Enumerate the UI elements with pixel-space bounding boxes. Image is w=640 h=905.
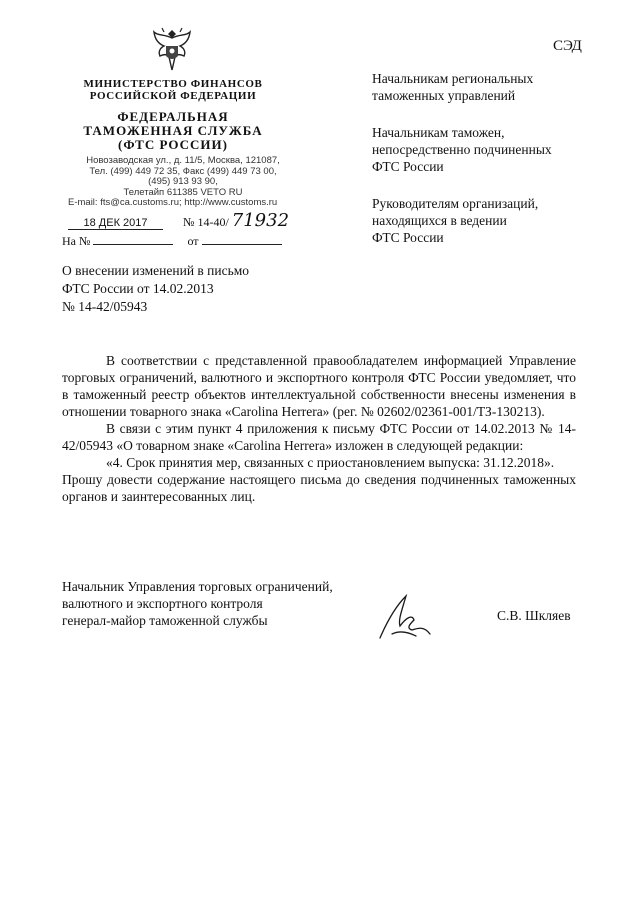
contact-email: E-mail: fts@ca.customs.ru; http://www.customs.ru <box>68 197 278 208</box>
contact-phone: Тел. (499) 449 72 35, Факс (499) 449 73 00, <box>89 165 277 177</box>
ministry-name <box>62 78 284 102</box>
addressee-line: находящихся в ведении <box>372 213 507 228</box>
addressee-line: Начальникам таможен, <box>372 125 505 140</box>
addressee-block <box>372 70 602 266</box>
addressee-line: ФТС России <box>372 230 444 245</box>
body-paragraph: Прошу довести содержание настоящего письма до сведения подчиненных таможенных органов и заинтересованных лиц. <box>62 472 576 504</box>
signer-title-line: валютного и экспортного контроля <box>62 596 263 611</box>
ministry-line: МИНИСТЕРСТВО ФИНАНСОВ <box>83 78 263 90</box>
letter-subject <box>62 262 249 316</box>
signer-title-line: генерал-майор таможенной службы <box>62 613 268 628</box>
body-paragraph: В соответствии с представленной правообладателем информацией Управление торговых ограничений, валютного и экспортного контроля ФТС России уведомляет, что в таможенный реестр объектов интеллектуальной собственности внесены изменения в отношении товарного знака «Carolina Herrera» (рег. № 02602/02361-001/ТЗ-130213). <box>62 353 576 419</box>
registration-number-handwritten: 71932 <box>231 210 290 231</box>
addressee-group <box>372 124 602 175</box>
coat-of-arms-emblem <box>150 24 194 74</box>
ministry-line: РОССИЙСКОЙ ФЕДЕРАЦИИ <box>89 90 257 102</box>
agency-name <box>62 110 284 152</box>
addressee-group <box>372 70 602 104</box>
signer-title-line: Начальник Управления торговых ограничений, <box>62 579 333 594</box>
subject-line: № 14-42/05943 <box>62 299 148 314</box>
body-paragraph: «4. Срок принятия мер, связанных с приостановлением выпуска: 31.12.2018». <box>106 455 555 470</box>
signer-name: С.В. Шкляев <box>497 608 571 623</box>
ot-label: от <box>187 234 199 248</box>
subject-line: О внесении изменений в письмо <box>62 263 250 278</box>
registration-date-stamp: 18 ДЕК 2017 <box>68 217 163 230</box>
sed-mark: СЭД <box>553 38 582 54</box>
addressee-line: Начальникам региональных <box>372 71 534 86</box>
signer-title <box>62 578 333 629</box>
na-label: На № <box>62 234 91 248</box>
addressee-line: Руководителям организаций, <box>372 196 539 211</box>
addressee-line: непосредственно подчиненных <box>372 142 552 157</box>
agency-line: (ФТС РОССИИ) <box>118 137 228 152</box>
agency-line: ТАМОЖЕННАЯ СЛУЖБА <box>83 123 263 138</box>
na-blank <box>93 244 173 245</box>
addressee-line: ФТС России <box>372 159 444 174</box>
registration-line <box>68 210 289 231</box>
addressee-line: таможенных управлений <box>372 88 516 103</box>
contact-block <box>68 156 298 209</box>
reply-reference-line <box>62 234 282 249</box>
subject-line: ФТС России от 14.02.2013 <box>62 281 214 296</box>
agency-line: ФЕДЕРАЛЬНАЯ <box>117 109 229 124</box>
contact-teletype: Телетайп 611385 VETO RU <box>123 186 243 198</box>
body-paragraph: В связи с этим пункт 4 приложения к письму ФТС России от 14.02.2013 № 14-42/05943 «О товарном знаке «Carolina Herrera» изложен в следующей редакции: <box>62 421 576 453</box>
contact-phone2: (495) 913 93 90, <box>148 176 218 187</box>
addressee-group <box>372 195 602 246</box>
ot-blank <box>202 244 282 245</box>
letter-body <box>62 352 576 505</box>
registration-number-prefix: № 14-40/ <box>183 215 229 229</box>
handwritten-signature <box>372 590 442 645</box>
contact-address: Новозаводская ул., д. 11/5, Москва, 121087, <box>86 155 280 166</box>
